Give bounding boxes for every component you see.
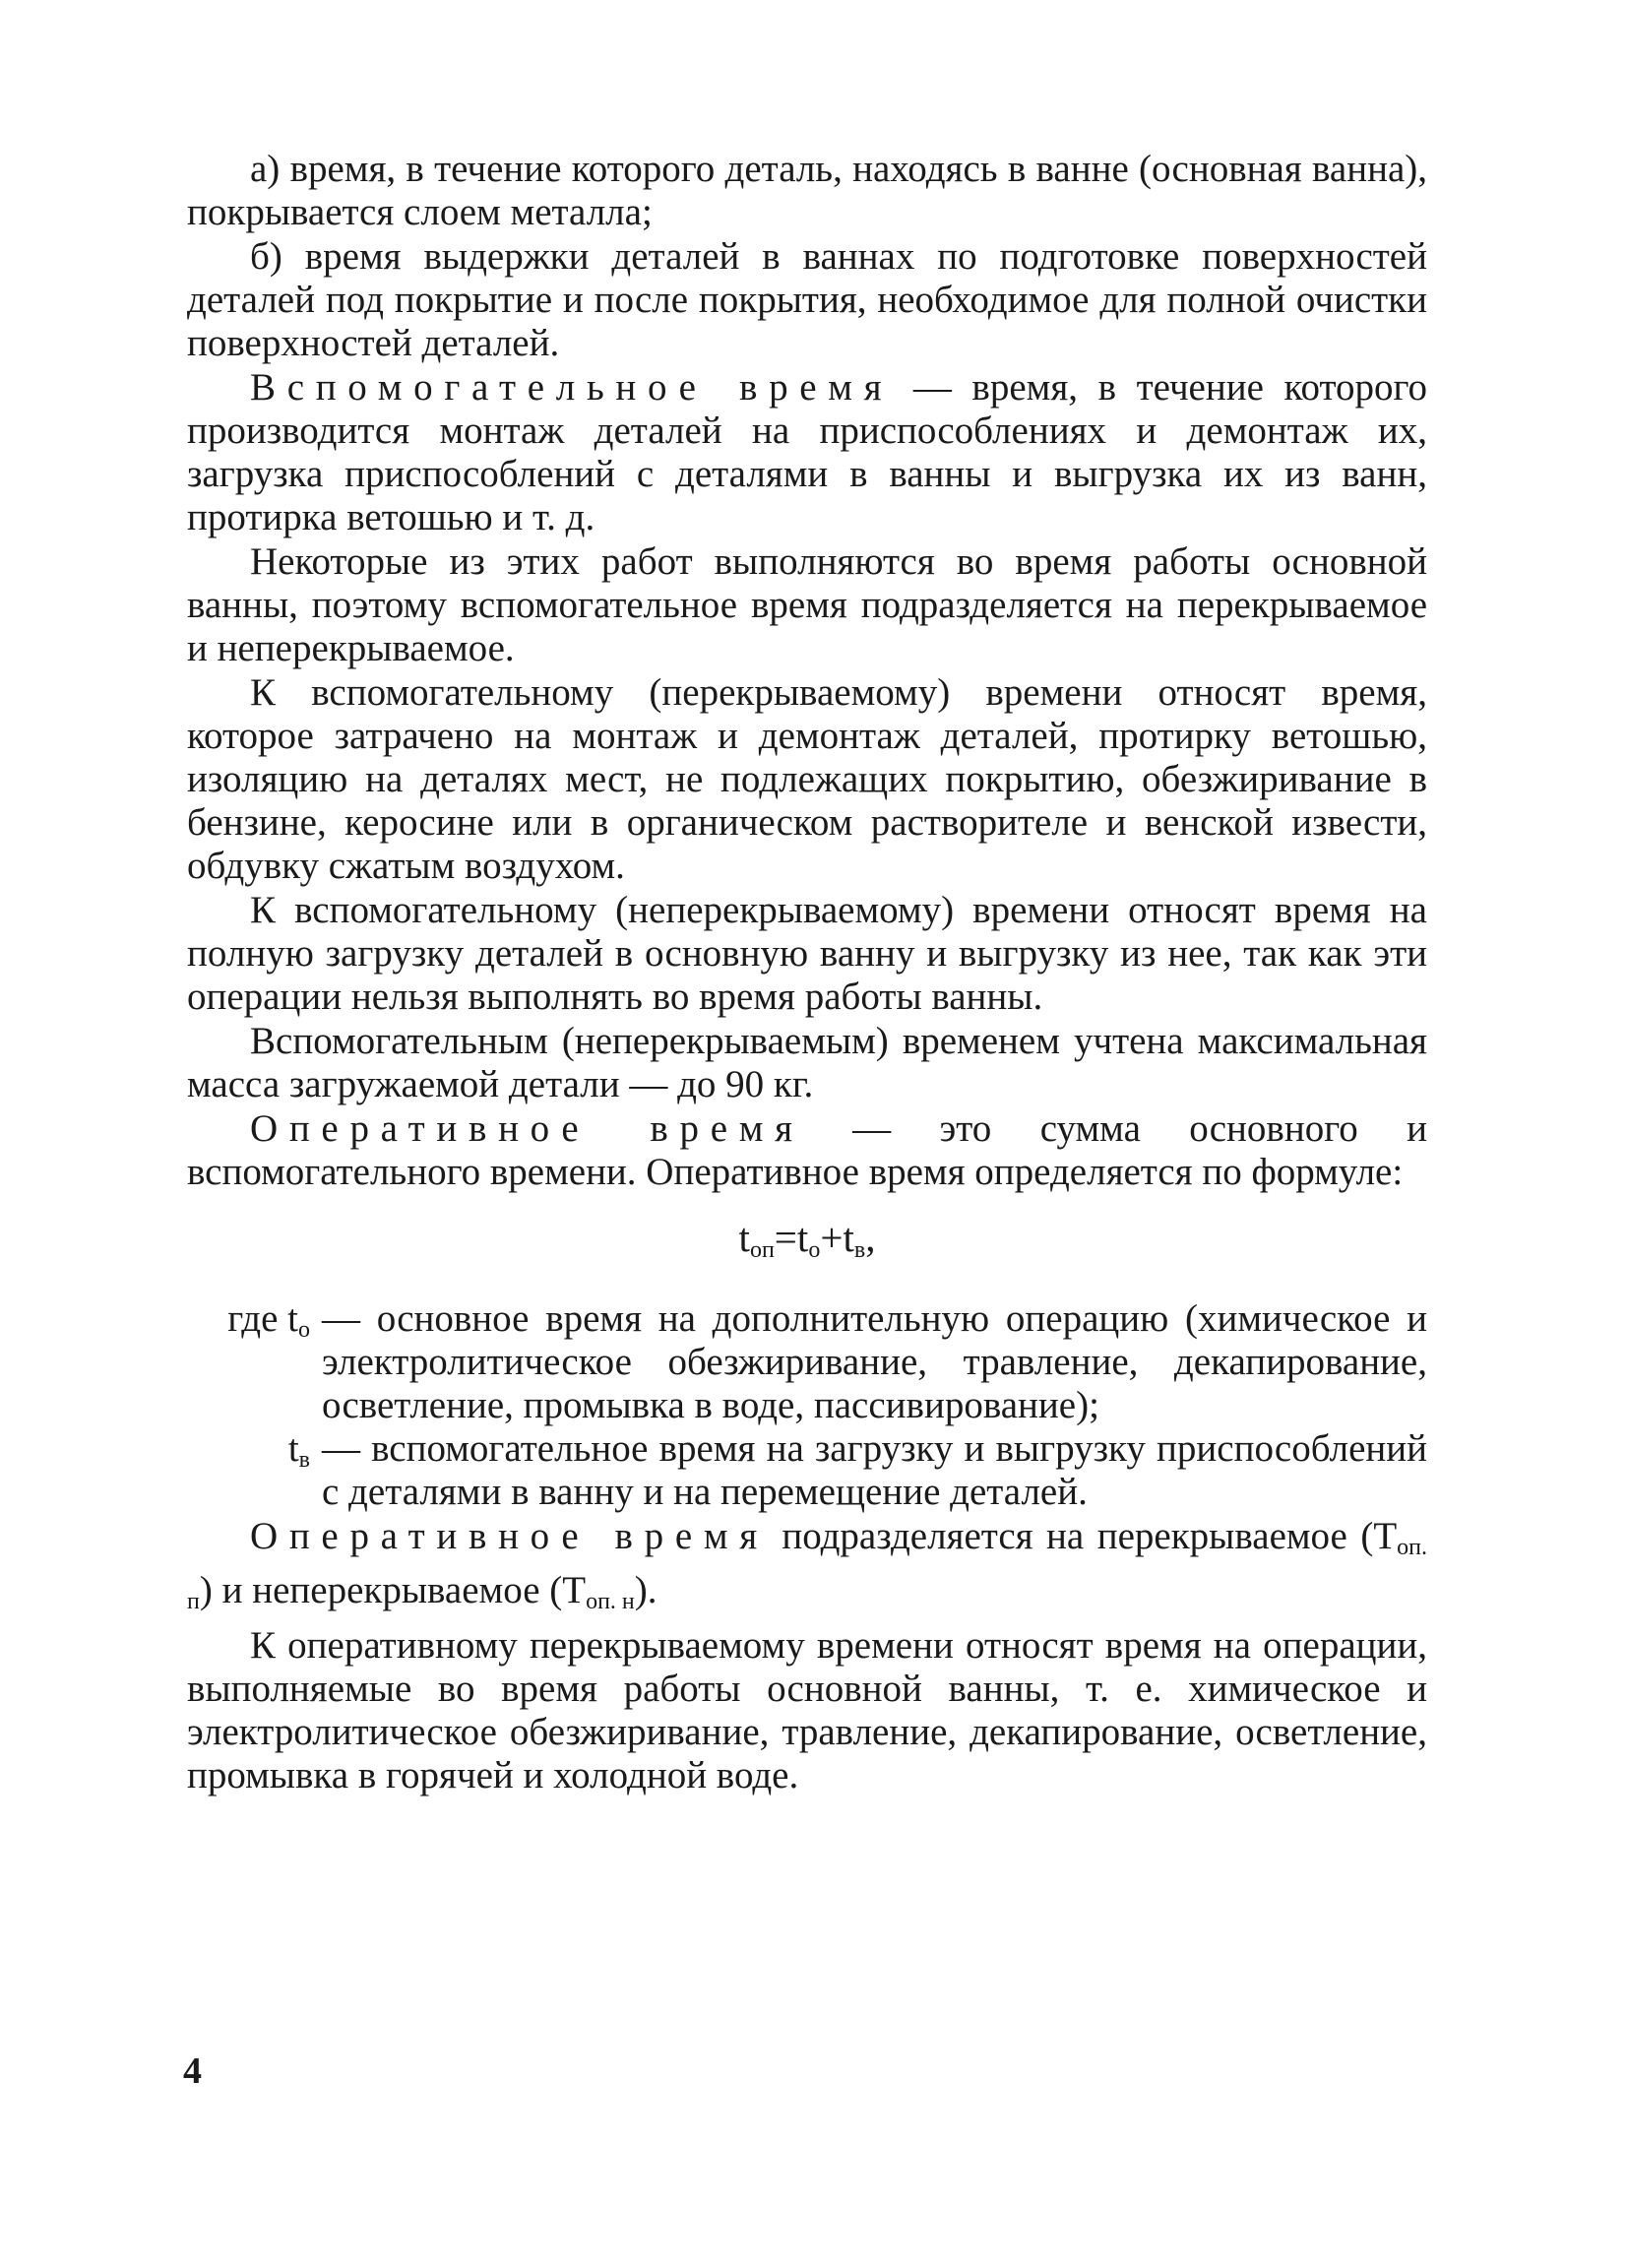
paragraph-operative-overlapped: К оперативному перекрываемому времени относят время на операции, выполняемые во время работы основной ванны, т. е. химическое и электролитическое обезжиривание, травление, декапирование, осветление, промывка в горячей и холодной воде. <box>187 1624 1427 1796</box>
term-auxiliary-time: Вспомогательное время <box>250 366 894 409</box>
operative-split-sub-b: оп. н <box>586 1589 635 1614</box>
formula-t1: t <box>796 1215 809 1260</box>
paragraph-auxiliary-time-text: — время, в течение которого производится монтаж деталей на приспособлениях и демонтаж их, загрузка приспособлений с деталями в ванны и выгрузка их из ванн, протирка ветошью и т. д. <box>187 366 1427 538</box>
term-operative-time: Оперативное время <box>250 1107 804 1150</box>
page-body <box>187 148 1427 1798</box>
legend-symbol-tv <box>187 1427 310 1514</box>
paragraph-a: а) время, в течение которого деталь, находясь в ванне (основная ванна), покрывается слоем металла; <box>187 148 1427 233</box>
page-number: 4 <box>183 2050 202 2092</box>
paragraph-operative-split <box>187 1515 1427 1623</box>
legend-symbol-to <box>187 1297 310 1427</box>
formula-t2-sub: в <box>853 1237 866 1263</box>
operative-split-text-c: ). <box>634 1569 657 1611</box>
formula-legend <box>187 1297 1427 1514</box>
paragraph-operative-time-text: — это сумма основного и вспомогательного времени. Оперативное время определяется по формуле: <box>187 1107 1427 1193</box>
legend-desc-tv: — вспомогательное время на загрузку и выгрузку приспособлений с деталями в ванну и на перемещение деталей. <box>322 1427 1427 1513</box>
operative-split-sub-a: оп. п <box>187 1535 1427 1614</box>
legend-symbol-tv-text: t <box>287 1427 299 1470</box>
operative-split-text-a: подразделяется на перекрываемое (T <box>768 1515 1398 1557</box>
formula-lhs: t <box>738 1215 750 1260</box>
formula-tail: , <box>865 1215 876 1260</box>
formula-t1-sub: о <box>808 1237 821 1263</box>
paragraph-auxiliary-time <box>187 366 1427 539</box>
formula-t2: t <box>843 1215 854 1260</box>
paragraph-max-mass: Вспомогательным (неперекрываемым) временем учтена максимальная масса загружаемой детали — до 90 кг. <box>187 1020 1427 1105</box>
legend-symbol-to-text: где t <box>227 1297 298 1340</box>
formula <box>187 1208 1427 1280</box>
legend-symbol-to-sub: о <box>298 1317 310 1343</box>
term-operative-time-2: Оперативное время <box>250 1515 769 1557</box>
legend-desc-to: — основное время на дополнительную операцию (химическое и электролитическое обезжиривание, травление, декапирование, осветление, промывка в воде, пассивирование); <box>322 1297 1427 1426</box>
paragraph-operative-time <box>187 1107 1427 1194</box>
operative-split-text-b: ) и неперекрываемое (T <box>199 1569 587 1611</box>
paragraph-b: б) время выдержки деталей в ваннах по подготовке поверхностей деталей под покрытие и после покрытия, необходимое для полной очистки поверхностей деталей. <box>187 235 1427 364</box>
formula-lhs-sub: оп <box>749 1237 775 1263</box>
formula-plus: + <box>820 1215 844 1260</box>
paragraph-non-overlapped: К вспомогательному (неперекрываемому) времени относят время на полную загрузку деталей в основную ванну и выгрузку из нее, так как эти операции нельзя выполнять во время работы ванны. <box>187 889 1427 1018</box>
formula-eq: = <box>774 1215 797 1260</box>
paragraph-some-works: Некоторые из этих работ выполняются во время работы основной ванны, поэтому вспомогательное время подразделяется на перекрываемое и неперекрываемое. <box>187 540 1427 669</box>
legend-symbol-tv-sub: в <box>298 1447 310 1473</box>
legend-row-tv <box>187 1427 1427 1514</box>
legend-row-to <box>187 1297 1427 1427</box>
paragraph-overlapped: К вспомогательному (перекрываемому) времени относят время, которое затрачено на монтаж и демонтаж деталей, протирку ветошью, изоляцию на деталях мест, не подлежащих покрытию, обезжиривание в бензине, керосине или в органическом растворителе и венской извести, обдувку сжатым воздухом. <box>187 671 1427 887</box>
